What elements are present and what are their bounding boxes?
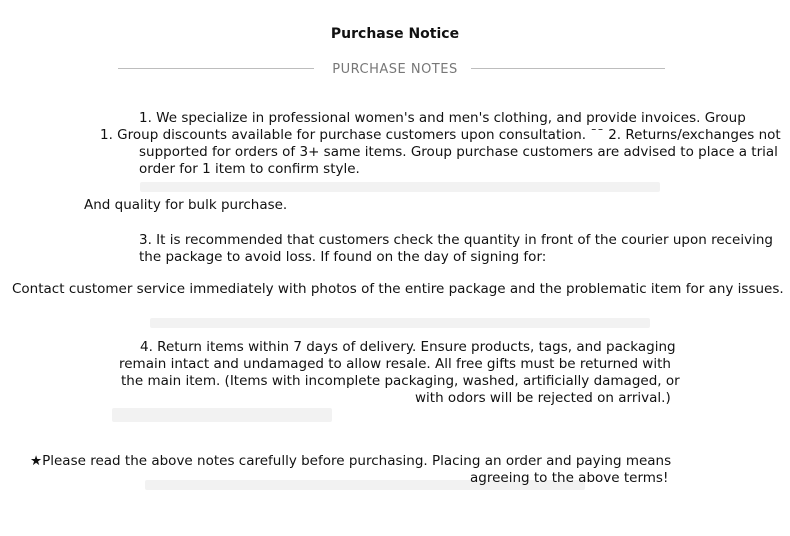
notice-line: order for 1 item to confirm style. bbox=[139, 161, 360, 177]
notice-line: 4. Return items within 7 days of delivery. Ensure products, tags, and packaging bbox=[140, 339, 676, 355]
notice-line: the package to avoid loss. If found on the day of signing for: bbox=[139, 249, 547, 265]
notice-text: 1. Group discounts available for purchase customers upon consultation. bbox=[100, 127, 587, 143]
notice-line: with odors will be rejected on arrival.) bbox=[415, 390, 671, 406]
notice-line: Contact customer service immediately with photos of the entire package and the problematic item for any issues. bbox=[12, 281, 784, 297]
section-subtitle: PURCHASE NOTES bbox=[332, 62, 458, 77]
notice-line: And quality for bulk purchase. bbox=[84, 197, 288, 213]
notice-line: supported for orders of 3+ same items. Group purchase customers are advised to place a trial bbox=[139, 144, 778, 160]
notice-text: 2. Returns/exchanges not bbox=[608, 127, 781, 143]
notice-line: 3. It is recommended that customers check the quantity in front of the courier upon receiving bbox=[139, 232, 773, 248]
ghost-text bbox=[112, 408, 332, 422]
notice-line: 1. We specialize in professional women's and men's clothing, and provide invoices. Group bbox=[139, 110, 746, 126]
ghost-text bbox=[150, 318, 650, 328]
ghost-text bbox=[140, 182, 660, 192]
notice-line: agreeing to the above terms! bbox=[470, 470, 669, 486]
divider-right bbox=[471, 68, 665, 69]
page-title: Purchase Notice bbox=[330, 26, 460, 42]
notice-line: ★Please read the above notes carefully before purchasing. Placing an order and paying means bbox=[30, 453, 672, 469]
notice-line bbox=[100, 127, 781, 144]
notice-line: the main item. (Items with incomplete packaging, washed, artificially damaged, or bbox=[121, 373, 680, 389]
mark-glyph: ¯¯ bbox=[590, 127, 604, 143]
notice-line: remain intact and undamaged to allow resale. All free gifts must be returned with bbox=[119, 356, 671, 372]
